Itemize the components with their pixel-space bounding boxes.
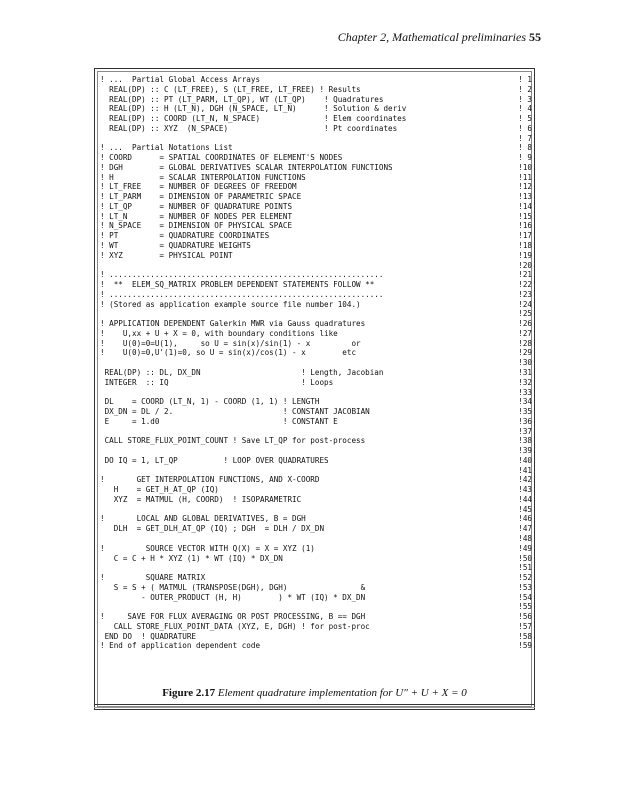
code-line [100, 124, 532, 134]
line-number: !21 [518, 270, 532, 280]
code-line [100, 593, 532, 603]
code-line [100, 212, 532, 222]
code-text: ! LOCAL AND GLOBAL DERIVATIVES, B = DGH [100, 514, 306, 524]
code-text: C = C + H * XYZ (1) * WT (IQ) * DX_DN [100, 553, 283, 563]
line-number: !36 [518, 416, 532, 426]
code-line [100, 573, 532, 583]
code-text: XYZ = MATMUL (H, COORD) ! ISOPARAMETRIC [100, 494, 302, 504]
bottom-rule-secondary [94, 707, 535, 708]
figure-label: Figure 2.17 [162, 687, 216, 699]
code-text: ! SOURCE VECTOR WITH Q(X) = X = XYZ (1) [100, 543, 315, 553]
code-text: - OUTER_PRODUCT (H, H) ) * WT (IQ) * DX_DN [100, 592, 366, 602]
code-line [100, 134, 532, 144]
chapter-title: Chapter 2, Mathematical preliminaries [337, 30, 526, 44]
code-line [100, 104, 532, 114]
code-line [100, 427, 532, 437]
code-line [100, 544, 532, 554]
line-number: !24 [518, 299, 532, 309]
code-line [100, 632, 532, 642]
code-text: INTEGER :: IQ ! Loops [100, 377, 334, 387]
code-text: ! U,xx + U + X = 0, with boundary conditions like [100, 328, 338, 338]
code-line [100, 309, 532, 319]
code-line [100, 583, 532, 593]
line-number: !59 [518, 641, 532, 651]
code-text: ! LT_PARM = DIMENSION OF PARAMETRIC SPACE [100, 192, 302, 202]
figure-caption [94, 687, 535, 699]
code-line [100, 485, 532, 495]
code-line [100, 114, 532, 124]
code-line [100, 290, 532, 300]
code-text: ! PT = QUADRATURE COORDINATES [100, 231, 270, 241]
code-line [100, 163, 532, 173]
code-text: ! LT_QP = NUMBER OF QUADRATURE POINTS [100, 201, 293, 211]
code-text: REAL(DP) :: DL, DX_DN ! Length, Jacobian [100, 367, 384, 377]
code-line [100, 475, 532, 485]
line-number: !57 [518, 621, 532, 631]
code-line [100, 319, 532, 329]
running-head [0, 30, 541, 45]
line-number: !35 [518, 407, 532, 417]
line-number: !29 [518, 348, 532, 358]
code-text: ! U(0)=0,U'(1)=0, so U = sin(x)/cos(1) - x etc [100, 348, 357, 358]
code-line [100, 329, 532, 339]
code-line [100, 407, 532, 417]
code-text: ! GET INTERPOLATION FUNCTIONS, AND X-COORD [100, 475, 320, 485]
line-number: !39 [518, 446, 532, 456]
code-text: ! H = SCALAR INTERPOLATION FUNCTIONS [100, 172, 306, 182]
code-line [100, 505, 532, 515]
line-number: !27 [518, 328, 532, 338]
bottom-rule [94, 704, 535, 705]
code-line [100, 153, 532, 163]
code-text: ! ... Partial Notations List [100, 143, 233, 153]
line-number: !55 [518, 602, 532, 612]
code-text: ! N_SPACE = DIMENSION OF PHYSICAL SPACE [100, 221, 293, 231]
code-text: ! ............................................................ [100, 289, 384, 299]
code-text: REAL(DP) :: COORD (LT_N, N_SPACE) ! Elem coordinates [100, 114, 407, 124]
line-number: !31 [518, 367, 532, 377]
code-text: E = 1.d0 ! CONSTANT E [100, 416, 338, 426]
code-line [100, 280, 532, 290]
line-number: !33 [518, 387, 532, 397]
code-text: CALL STORE_FLUX_POINT_COUNT ! Save LT_QP for post-process [100, 436, 366, 446]
code-listing [100, 75, 532, 651]
code-line [100, 231, 532, 241]
code-line [100, 221, 532, 231]
code-text: ! End of application dependent code [100, 641, 261, 651]
code-line [100, 524, 532, 534]
code-line [100, 251, 532, 261]
code-line [100, 339, 532, 349]
code-line [100, 456, 532, 466]
code-line [100, 270, 532, 280]
line-number: !46 [518, 514, 532, 524]
code-line [100, 202, 532, 212]
line-number: !44 [518, 494, 532, 504]
code-text: DX_DN = DL / 2. ! CONSTANT JACOBIAN [100, 407, 370, 417]
code-text: DLH = GET_DLH_AT_QP (IQ) ; DGH = DLH / DX_DN [100, 524, 325, 534]
code-line [100, 261, 532, 271]
code-text: ! ... Partial Global Access Arrays [100, 75, 261, 84]
code-line [100, 378, 532, 388]
code-text: ! COORD = SPATIAL COORDINATES OF ELEMENT'S NODES [100, 153, 343, 163]
line-number: !52 [518, 573, 532, 583]
code-line [100, 466, 532, 476]
line-number: ! 3 [518, 94, 532, 104]
line-number: !18 [518, 241, 532, 251]
code-line [100, 143, 532, 153]
code-line [100, 358, 532, 368]
line-number: !20 [518, 260, 532, 270]
line-number: !58 [518, 631, 532, 641]
line-number: !22 [518, 280, 532, 290]
code-line [100, 602, 532, 612]
code-text: ! (Stored as application example source file number 104.) [100, 299, 361, 309]
code-line [100, 622, 532, 632]
code-text: ! U(0)=0=U(1), so U = sin(x)/sin(1) - x or [100, 338, 361, 348]
line-number: ! 8 [518, 143, 532, 153]
line-number: !25 [518, 309, 532, 319]
line-number: !15 [518, 211, 532, 221]
code-text: H = GET_H_AT_QP (IQ) [100, 485, 219, 495]
line-number: ! 4 [518, 104, 532, 114]
code-line [100, 173, 532, 183]
code-text: REAL(DP) :: PT (LT_PARM, LT_QP), WT (LT_QP) ! Quadratures [100, 94, 384, 104]
line-number: !45 [518, 504, 532, 514]
code-text: ! XYZ = PHYSICAL POINT [100, 250, 233, 260]
line-number: ! 6 [518, 123, 532, 133]
figure-caption-text: Element quadrature implementation for U" + U + X = 0 [217, 687, 467, 699]
code-line [100, 554, 532, 564]
line-number: ! 1 [518, 75, 532, 84]
line-number: !40 [518, 455, 532, 465]
code-line [100, 241, 532, 251]
line-number: !47 [518, 524, 532, 534]
code-line [100, 192, 532, 202]
line-number: !30 [518, 358, 532, 368]
page-number: 55 [529, 30, 541, 44]
line-number: !19 [518, 250, 532, 260]
line-number: !38 [518, 436, 532, 446]
line-number: !41 [518, 465, 532, 475]
code-text: ! WT = QUADRATURE WEIGHTS [100, 241, 251, 251]
line-number: !10 [518, 162, 532, 172]
line-number: !51 [518, 563, 532, 573]
code-line [100, 300, 532, 310]
code-line [100, 348, 532, 358]
code-line [100, 85, 532, 95]
code-text: REAL(DP) :: XYZ (N_SPACE) ! Pt coordinates [100, 123, 398, 133]
code-line [100, 182, 532, 192]
line-number: !48 [518, 533, 532, 543]
line-number: !16 [518, 221, 532, 231]
code-text: DO IQ = 1, LT_QP ! LOOP OVER QUADRATURES [100, 455, 329, 465]
line-number: !43 [518, 485, 532, 495]
line-number: !56 [518, 612, 532, 622]
code-line [100, 417, 532, 427]
code-text: ! DGH = GLOBAL DERIVATIVES SCALAR INTERPOLATION FUNCTIONS [100, 162, 393, 172]
code-text: CALL STORE_FLUX_POINT_DATA (XYZ, E, DGH) ! for post-proc [100, 621, 370, 631]
line-number: !50 [518, 553, 532, 563]
code-text: ! LT_N = NUMBER OF NODES PER ELEMENT [100, 211, 293, 221]
line-number: !49 [518, 543, 532, 553]
code-line [100, 368, 532, 378]
line-number: !13 [518, 192, 532, 202]
code-line [100, 563, 532, 573]
code-text: ! ............................................................ [100, 270, 384, 280]
line-number: !23 [518, 289, 532, 299]
line-number: !54 [518, 592, 532, 602]
line-number: !28 [518, 338, 532, 348]
line-number: ! 5 [518, 114, 532, 124]
code-text: S = S + ( MATMUL (TRANSPOSE(DGH), DGH) & [100, 582, 366, 592]
line-number: ! 9 [518, 153, 532, 163]
line-number: !37 [518, 426, 532, 436]
code-line [100, 75, 532, 85]
code-line [100, 534, 532, 544]
line-number: !17 [518, 231, 532, 241]
code-line [100, 397, 532, 407]
code-text: ! ** ELEM_SQ_MATRIX PROBLEM DEPENDENT STATEMENTS FOLLOW ** [100, 280, 375, 290]
line-number: !53 [518, 582, 532, 592]
code-text: DL = COORD (LT_N, 1) - COORD (1, 1) ! LENGTH [100, 397, 320, 407]
code-text: REAL(DP) :: H (LT_N), DGH (N_SPACE, LT_N) ! Solution & deriv [100, 104, 407, 114]
code-line [100, 641, 532, 651]
code-line [100, 446, 532, 456]
code-text: ! SAVE FOR FLUX AVERAGING OR POST PROCESSING, B == DGH [100, 612, 366, 622]
code-line [100, 612, 532, 622]
line-number: !42 [518, 475, 532, 485]
code-text: ! SQUARE MATRIX [100, 573, 206, 583]
code-text: REAL(DP) :: C (LT_FREE), S (LT_FREE, LT_FREE) ! Results [100, 84, 361, 94]
line-number: ! 7 [518, 133, 532, 143]
code-text: ! APPLICATION DEPENDENT Galerkin MWR via Gauss quadratures [100, 319, 366, 329]
line-number: !34 [518, 397, 532, 407]
code-line [100, 95, 532, 105]
line-number: !26 [518, 319, 532, 329]
code-line [100, 495, 532, 505]
line-number: !12 [518, 182, 532, 192]
line-number: !11 [518, 172, 532, 182]
code-line [100, 514, 532, 524]
code-line [100, 388, 532, 398]
line-number: !14 [518, 201, 532, 211]
line-number: !32 [518, 377, 532, 387]
code-text: ! LT_FREE = NUMBER OF DEGREES OF FREEDOM [100, 182, 297, 192]
code-line [100, 436, 532, 446]
code-text: END DO ! QUADRATURE [100, 631, 197, 641]
line-number: ! 2 [518, 84, 532, 94]
